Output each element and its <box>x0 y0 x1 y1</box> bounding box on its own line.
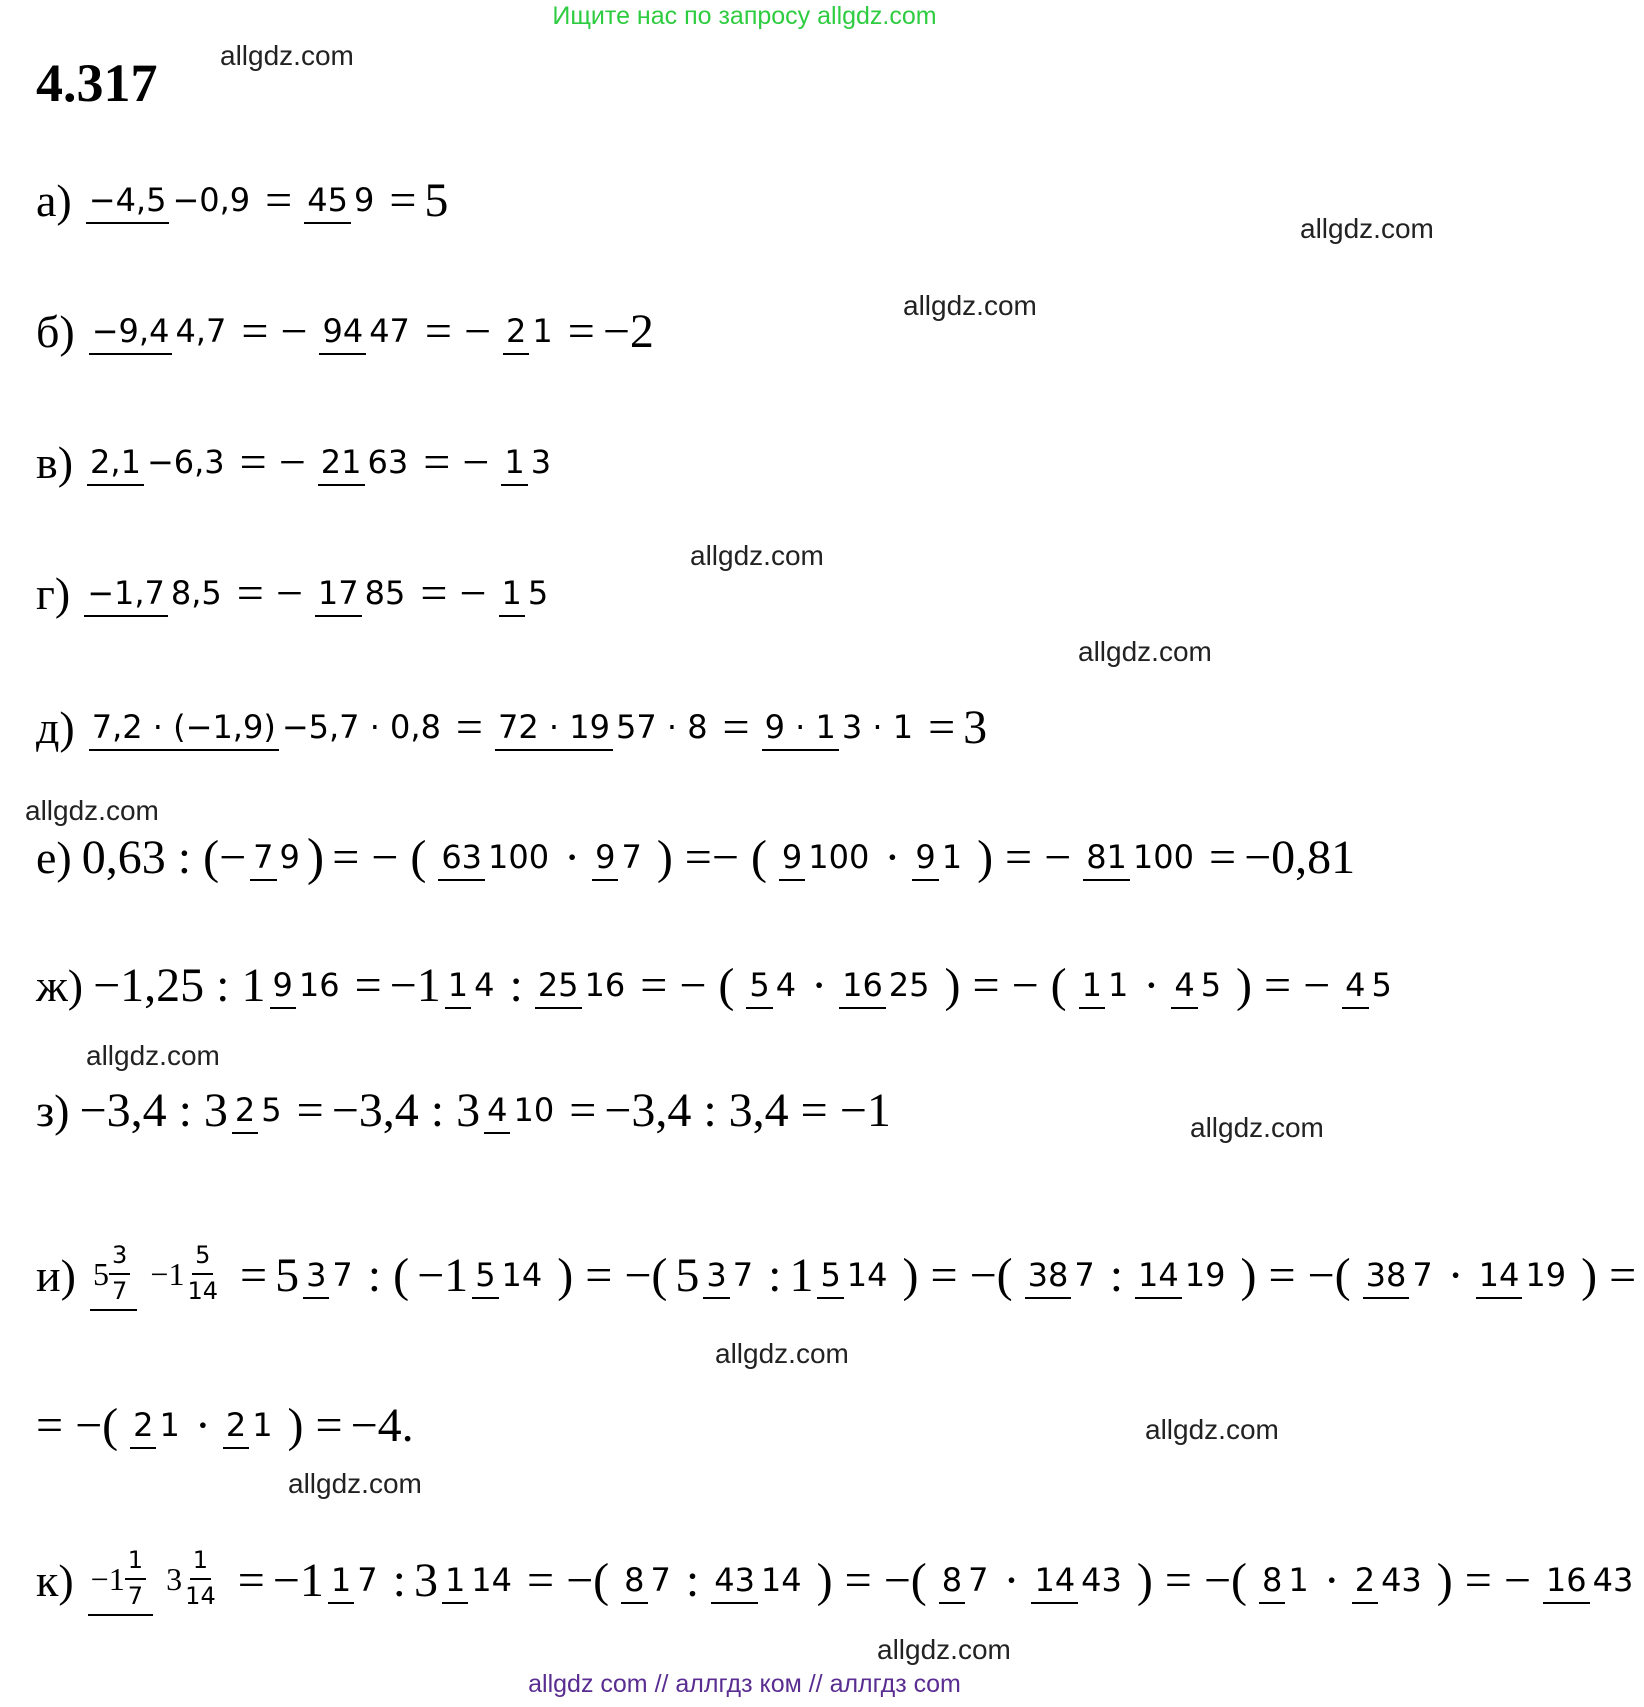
fraction: 8 1 <box>1259 1562 1312 1599</box>
label: в) <box>36 436 74 488</box>
fraction: 45 9 <box>304 182 377 219</box>
fraction: 8 7 <box>621 1562 674 1599</box>
fraction: 2 1 <box>223 1407 276 1444</box>
fraction: 21 63 <box>318 444 411 481</box>
fraction: 5 4 <box>746 967 799 1004</box>
fraction: −4,5 −0,9 <box>86 182 253 219</box>
label: д) <box>36 701 75 753</box>
expression-start: −3,4 : 3 <box>79 1083 228 1137</box>
result: 3 <box>963 700 988 754</box>
fraction: 5 14 <box>817 1257 890 1294</box>
label: к) <box>36 1554 74 1606</box>
line-b: б) −9,4 4,7 = − 94 47 = − 2 1 = −2 <box>36 304 654 358</box>
fraction: −9,4 4,7 <box>89 313 230 350</box>
fraction: 72 · 19 57 · 8 <box>495 709 711 746</box>
line-v: в) 2,1 −6,3 = − 21 63 = − 1 3 <box>36 407 558 517</box>
line-z: з) −3,4 : 3 2 5 = −3,4 : 3 4 10 = −3,4 : 3,4 = −1 <box>36 1083 891 1137</box>
problem-number: 4.317 <box>36 53 158 113</box>
watermark: allgdz.com <box>1078 636 1212 667</box>
fraction: 38 7 <box>1025 1257 1098 1294</box>
fraction: 9 7 <box>592 839 645 876</box>
fraction: 1 3 <box>501 444 554 481</box>
fraction: 1 1 <box>1079 967 1132 1004</box>
fraction: 14 43 <box>1031 1562 1124 1599</box>
fraction: 43 14 <box>711 1562 804 1599</box>
watermark: allgdz.com <box>1300 213 1434 244</box>
line-k: к) −1 $\frac{1}{7}$ 3 $\frac{1}{14}$ = −1 1 7 : 3 1 14 = −( 8 7 : 43 14 ) = −( 8 7 · 14 43 ) = −( 8 1 · 2 43 ) = − 16 43 <box>36 1515 1640 1645</box>
fraction: 2,1 −6,3 <box>87 444 228 481</box>
top-banner[interactable]: Ищите нас по запросу allgdz.com <box>552 2 937 30</box>
fraction: 2 1 <box>503 313 556 350</box>
watermark: allgdz.com <box>220 40 354 71</box>
fraction: 81 100 <box>1083 839 1197 876</box>
fraction: 7,2 · (−1,9) −5,7 · 0,8 <box>89 709 444 746</box>
line-i: и) 5 $\frac{3}{7}$ −1 $\frac{5}{14}$ = 5 3 7 : ( −1 5 14 ) = −( 5 3 7 : 1 5 14 ) = −( 38 7 : 14 19 ) = −( 38 7 · 14 19 ) = <box>36 1210 1644 1340</box>
label: е) <box>36 831 72 883</box>
fraction: 25 16 <box>535 967 628 1004</box>
line-e: е) 0,63 : (− 7 9 ) = − ( 63 100 · 9 7 ) =− ( 9 100 · 9 1 ) = − 81 100 = −0,81 <box>36 828 1356 886</box>
fraction: 1 4 <box>445 967 498 1004</box>
watermark: allgdz.com <box>288 1468 422 1499</box>
result: −0,81 <box>1244 830 1356 884</box>
fraction: 2 43 <box>1352 1562 1425 1599</box>
watermark: allgdz.com <box>25 795 159 826</box>
label: а) <box>36 174 72 226</box>
fraction: 14 19 <box>1476 1257 1569 1294</box>
fraction: 9 · 1 3 · 1 <box>762 709 916 746</box>
expression-mid: −3,4 : 3 <box>331 1083 481 1137</box>
bottom-banner[interactable]: allgdz com // аллгдз ком // аллгдз com <box>528 1670 961 1698</box>
fraction: 4 5 <box>1342 967 1395 1004</box>
watermark: allgdz.com <box>715 1338 849 1369</box>
fraction: 14 19 <box>1135 1257 1228 1294</box>
watermark: allgdz.com <box>1190 1112 1324 1143</box>
fraction: 63 100 <box>438 839 552 876</box>
line-a: а) −4,5 −0,9 = 45 9 = 5 <box>36 173 449 227</box>
fraction: 16 43 <box>1543 1562 1636 1599</box>
fraction: 94 47 <box>319 313 412 350</box>
result: −2 <box>602 304 654 358</box>
fraction: 1 7 <box>328 1562 381 1599</box>
compound-fraction: −1 $\frac{1}{7}$ 3 $\frac{1}{14}$ <box>88 1544 226 1615</box>
fraction: 38 7 <box>1363 1257 1436 1294</box>
line-zh: ж) −1,25 : 1 9 16 = −1 1 4 : 25 16 = − ( 5 4 · 16 25 ) = − ( 1 1 · 4 5 ) = − 4 5 <box>36 930 1399 1040</box>
fraction: 7 9 <box>250 839 303 876</box>
fraction: 1 5 <box>499 575 552 612</box>
label: з) <box>36 1084 70 1136</box>
line-g: г) −1,7 8,5 = − 17 85 = − 1 5 <box>36 538 555 648</box>
fraction: 4 10 <box>484 1092 557 1129</box>
label: б) <box>36 305 75 357</box>
watermark: allgdz.com <box>903 290 1037 321</box>
watermark: allgdz.com <box>877 1634 1011 1665</box>
fraction: 9 16 <box>270 967 343 1004</box>
fraction: 9 100 <box>779 839 872 876</box>
result: 5 <box>424 173 449 227</box>
line-d: д) 7,2 · (−1,9) −5,7 · 0,8 = 72 · 19 57 · 8 = 9 · 1 3 · 1 = 3 <box>36 700 988 754</box>
fraction: 1 14 <box>442 1562 515 1599</box>
whole-part: −1 <box>389 958 441 1012</box>
watermark: allgdz.com <box>1145 1414 1279 1445</box>
fraction: 3 7 <box>703 1257 756 1294</box>
fraction: 3 7 <box>303 1257 356 1294</box>
result: −3,4 : 3,4 = −1 <box>604 1083 891 1137</box>
expression-start: −1,25 : 1 <box>93 958 266 1012</box>
label: ж) <box>36 959 84 1011</box>
watermark: allgdz.com <box>690 540 824 571</box>
compound-fraction: 5 $\frac{3}{7}$ −1 $\frac{5}{14}$ <box>90 1239 228 1310</box>
fraction: 2 5 <box>232 1092 285 1129</box>
fraction: 5 14 <box>472 1257 545 1294</box>
fraction: 9 1 <box>912 839 965 876</box>
expression-start: 0,63 : (− <box>81 830 247 884</box>
fraction: 4 5 <box>1171 967 1224 1004</box>
label: и) <box>36 1249 76 1301</box>
fraction: 8 7 <box>939 1562 992 1599</box>
fraction: −1,7 8,5 <box>84 575 225 612</box>
label: г) <box>36 567 71 619</box>
fraction: 16 25 <box>839 967 932 1004</box>
watermark: allgdz.com <box>86 1040 220 1071</box>
result: −4. <box>350 1398 414 1452</box>
line-i-continued: = −( 2 1 · 2 1 ) = −4. <box>36 1398 414 1452</box>
fraction: 2 1 <box>130 1407 183 1444</box>
fraction: 17 85 <box>315 575 408 612</box>
